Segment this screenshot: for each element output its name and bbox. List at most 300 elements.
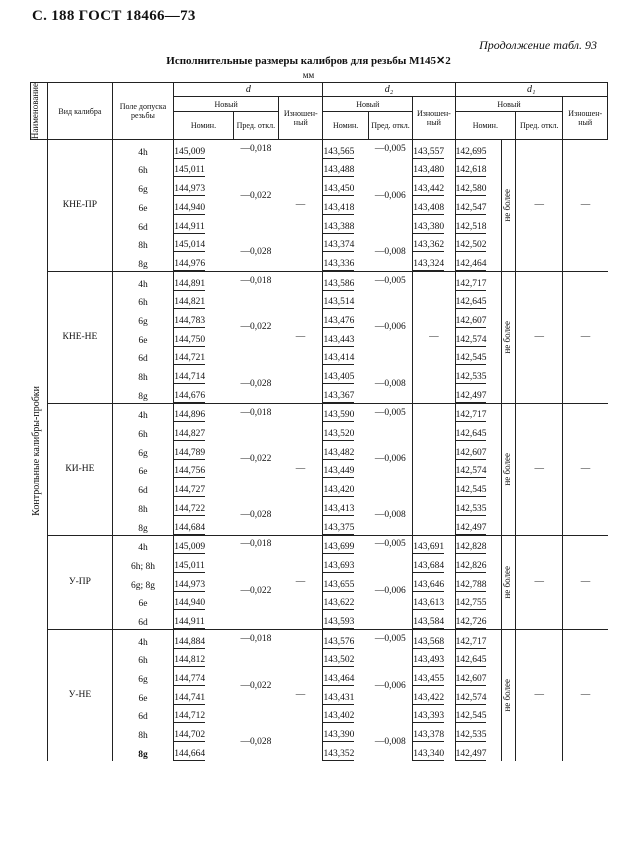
d2-nominal [323, 610, 368, 629]
tolerance-field: 6g [112, 667, 174, 686]
d1-nominal [455, 196, 501, 215]
d1-nominal [455, 705, 501, 724]
d2-worn [413, 723, 455, 742]
d-nominal-value: 144,884 [174, 636, 206, 647]
d-nominal [174, 140, 234, 159]
d-nominal-value: 144,714 [174, 372, 206, 383]
d2-nominal-value: 143,514 [323, 297, 355, 308]
d2-nominal [323, 554, 368, 573]
d-worn: — [279, 140, 323, 272]
d-nominal-value: 144,812 [174, 655, 206, 666]
d2-nominal [323, 234, 368, 253]
header-d1: d₁ [455, 83, 607, 97]
d-nominal [174, 742, 234, 761]
d1-nominal [455, 347, 501, 366]
d2-nominal [323, 422, 368, 441]
tolerance-field: 4h [112, 140, 174, 159]
d2-nominal-value: 143,520 [323, 429, 355, 440]
d1-nominal-value: 142,535 [455, 730, 487, 741]
d1-max-note-text: не более [501, 189, 512, 222]
table-row [31, 271, 608, 290]
d1-nominal [455, 252, 501, 271]
d-deviation: —0,018 [240, 633, 272, 644]
d-nominal-value: 144,664 [174, 748, 206, 759]
d1-nominal-value: 142,574 [455, 334, 487, 345]
d2-worn-value: 143,557 [413, 146, 445, 157]
d1-max-note [501, 271, 515, 403]
d2-nominal-value: 143,388 [323, 221, 355, 232]
d2-worn [413, 441, 455, 460]
d-nominal [174, 215, 234, 234]
d-nominal-value: 144,940 [174, 598, 206, 609]
d-nominal-value: 144,891 [174, 278, 206, 289]
d1-nominal-value: 142,826 [455, 560, 487, 571]
d2-worn [413, 554, 455, 573]
d1-max-note [501, 629, 515, 760]
d-deviation: —0,022 [240, 586, 272, 597]
d-nominal-value: 144,896 [174, 410, 206, 421]
page-header-left: С. 188 ГОСТ 18466—73 [32, 8, 196, 24]
d-nominal [174, 252, 234, 271]
d2-nominal-value: 143,464 [323, 674, 355, 685]
d2-worn-value: 143,422 [413, 692, 445, 703]
header-d-nom: Номин. [174, 112, 234, 140]
d1-nominal [455, 460, 501, 479]
d-deviation: —0,022 [240, 454, 272, 465]
d2-nominal [323, 497, 368, 516]
d2-nominal-value: 143,367 [323, 390, 355, 401]
d2-deviation: —0,006 [374, 680, 406, 691]
d1-nominal [455, 234, 501, 253]
d2-nominal-value: 143,413 [323, 503, 355, 514]
d1-nominal [455, 573, 501, 592]
tolerance-field: 4h [112, 271, 174, 290]
d2-worn-value: 143,584 [413, 616, 445, 627]
d1-nominal-value: 142,645 [455, 655, 487, 666]
d2-nominal [323, 309, 368, 328]
d1-nominal [455, 441, 501, 460]
d2-nominal-value: 143,336 [323, 258, 355, 269]
d-nominal-value: 144,756 [174, 466, 206, 477]
d2-nominal [323, 196, 368, 215]
gauge-dimensions-table [30, 82, 608, 761]
d1-nominal [455, 478, 501, 497]
d-nominal [174, 159, 234, 178]
tolerance-field: 6d [112, 610, 174, 629]
d2-deviation: —0,005 [374, 143, 406, 154]
d-nominal [174, 592, 234, 611]
d-nominal-value: 144,789 [174, 447, 206, 458]
d-deviation: —0,028 [240, 378, 272, 389]
d1-nominal-value: 142,607 [455, 447, 487, 458]
tolerance-field: 8g [112, 516, 174, 535]
d-nominal [174, 723, 234, 742]
d2-worn [413, 422, 455, 441]
d2-worn [413, 234, 455, 253]
d-nominal [174, 422, 234, 441]
d2-worn [413, 215, 455, 234]
d1-nominal-value: 142,545 [455, 353, 487, 364]
d2-deviation: —0,006 [374, 190, 406, 201]
d1-deviation: — [516, 403, 563, 535]
d1-nominal [455, 723, 501, 742]
d-nominal [174, 177, 234, 196]
d2-worn [413, 629, 455, 648]
d2-deviation: —0,008 [374, 378, 406, 389]
d2-nominal-value: 143,699 [323, 542, 355, 553]
d2-worn-value: 143,480 [413, 165, 445, 176]
d-nominal-value: 144,827 [174, 429, 206, 440]
d-deviation: —0,018 [240, 275, 272, 286]
d2-worn-value: 143,378 [413, 730, 445, 741]
d2-nominal [323, 384, 368, 403]
table-row [31, 403, 608, 422]
d2-worn-value: 143,646 [413, 579, 445, 590]
d1-nominal-value: 142,545 [455, 485, 487, 496]
d2-worn-value: 143,684 [413, 560, 445, 571]
d2-nominal [323, 742, 368, 761]
d1-nominal-value: 142,518 [455, 221, 487, 232]
d2-nominal-value: 143,375 [323, 522, 355, 533]
d2-nominal [323, 291, 368, 310]
table-row [31, 629, 608, 648]
table-units: мм [302, 70, 315, 80]
header-type: Вид калибра [48, 83, 113, 140]
d-nominal-value: 144,911 [174, 221, 205, 232]
d1-nominal [455, 365, 501, 384]
d2-worn [413, 535, 455, 554]
d-nominal-value: 144,727 [174, 485, 206, 496]
d-nominal-value: 144,702 [174, 730, 206, 741]
d1-deviation: — [516, 629, 563, 760]
d2-deviation: —0,006 [374, 454, 406, 465]
d1-nominal [455, 159, 501, 178]
d-nominal [174, 497, 234, 516]
d-nominal [174, 649, 234, 668]
header-d2-new: Новый [323, 97, 413, 112]
d-nominal-value: 145,011 [174, 560, 205, 571]
d2-nominal-value: 143,593 [323, 616, 355, 627]
gauge-type: КНЕ-ПР [48, 140, 113, 272]
d-nominal [174, 384, 234, 403]
d2-deviation: —0,005 [374, 633, 406, 644]
d-worn: — [279, 535, 323, 629]
d-nominal-value: 145,014 [174, 240, 206, 251]
header-d2: d₂ [323, 83, 455, 97]
d2-nominal-value: 143,352 [323, 748, 355, 759]
d2-worn [413, 140, 455, 159]
d1-nominal [455, 535, 501, 554]
d2-nominal-value: 143,590 [323, 410, 355, 421]
gauge-type: У-ПР [48, 535, 113, 629]
d2-nominal [323, 686, 368, 705]
d2-deviation: —0,008 [374, 246, 406, 257]
d-worn: — [279, 271, 323, 403]
header-d-worn: Изношен-ный [279, 97, 323, 140]
d1-nominal-value: 142,717 [455, 636, 487, 647]
d-nominal-value: 144,712 [174, 711, 206, 722]
d-nominal [174, 328, 234, 347]
d2-nominal-value: 143,622 [323, 598, 355, 609]
d1-max-note-text: не более [501, 452, 512, 486]
group-label-text: Контрольные калибры-пробки [30, 385, 42, 516]
d2-nominal [323, 573, 368, 592]
d2-worn-value: 143,442 [413, 184, 445, 195]
d2-worn: — [413, 271, 455, 403]
tolerance-field: 6g; 8g [112, 573, 174, 592]
d2-worn [413, 403, 455, 422]
d2-nominal-value: 143,476 [323, 315, 355, 326]
d-nominal [174, 554, 234, 573]
d1-nominal-value: 142,717 [455, 278, 487, 289]
tolerance-field: 6g [112, 177, 174, 196]
d-nominal [174, 686, 234, 705]
d1-nominal [455, 667, 501, 686]
d2-nominal [323, 649, 368, 668]
d1-nominal-value: 142,574 [455, 692, 487, 703]
d-nominal [174, 309, 234, 328]
d-nominal-value: 144,911 [174, 616, 205, 627]
d2-deviation: —0,005 [374, 275, 406, 286]
d-deviation: —0,022 [240, 190, 272, 201]
d2-nominal-value: 143,405 [323, 372, 355, 383]
d-nominal [174, 271, 234, 290]
d-deviation: —0,022 [240, 680, 272, 691]
d2-nominal [323, 516, 368, 535]
d-nominal-value: 144,821 [174, 297, 206, 308]
d2-nominal [323, 629, 368, 648]
tolerance-field: 6h [112, 422, 174, 441]
d1-worn: — [563, 629, 608, 760]
d-worn: — [279, 403, 323, 535]
d-nominal [174, 403, 234, 422]
d2-deviation: —0,005 [374, 407, 406, 418]
d2-nominal [323, 403, 368, 422]
d-nominal-value: 144,973 [174, 579, 206, 590]
tolerance-field: 8h [112, 723, 174, 742]
d-nominal-value: 144,722 [174, 503, 206, 514]
d2-deviation: —0,008 [374, 510, 406, 521]
d2-worn [413, 592, 455, 611]
d2-nominal [323, 365, 368, 384]
d1-nominal [455, 271, 501, 290]
d2-nominal [323, 441, 368, 460]
d2-nominal [323, 328, 368, 347]
d2-deviation: —0,006 [374, 322, 406, 333]
d1-nominal-value: 142,607 [455, 315, 487, 326]
d2-nominal-value: 143,414 [323, 353, 355, 364]
table-body [31, 140, 608, 761]
tolerance-field: 6e [112, 328, 174, 347]
d2-worn-value: 143,393 [413, 711, 445, 722]
d2-deviation: —0,005 [374, 539, 406, 550]
tolerance-field: 4h [112, 535, 174, 554]
header-d1-pred: Пред. откл. [516, 112, 563, 140]
tolerance-field: 8g [112, 742, 174, 761]
d-deviation: —0,018 [240, 143, 272, 154]
d1-nominal-value: 142,755 [455, 598, 487, 609]
d2-worn-value: 143,455 [413, 674, 445, 685]
d2-nominal [323, 723, 368, 742]
d-nominal-value: 144,684 [174, 522, 206, 533]
page-header-right: Продолжение табл. 93 [479, 38, 597, 52]
d-deviation: —0,018 [240, 407, 272, 418]
tolerance-field: 8h [112, 497, 174, 516]
d-deviation: —0,018 [240, 539, 272, 550]
header-d1-nom: Номин. [455, 112, 516, 140]
d2-worn [413, 252, 455, 271]
d-nominal [174, 291, 234, 310]
header-d2-worn: Изношен-ный [413, 97, 455, 140]
d2-worn-value: 143,613 [413, 598, 445, 609]
d1-nominal [455, 686, 501, 705]
tolerance-field: 8h [112, 234, 174, 253]
d1-nominal [455, 177, 501, 196]
d1-nominal [455, 309, 501, 328]
d2-nominal [323, 271, 368, 290]
d2-nominal-value: 143,488 [323, 165, 355, 176]
d2-nominal-value: 143,450 [323, 184, 355, 195]
d1-deviation: — [516, 140, 563, 272]
d-nominal [174, 347, 234, 366]
d-nominal-value: 144,741 [174, 692, 206, 703]
d-nominal [174, 196, 234, 215]
d2-worn [413, 705, 455, 724]
d2-deviation: —0,008 [374, 736, 406, 747]
d1-worn: — [563, 140, 608, 272]
header-tolerance: Поле допуска резьбы [112, 83, 174, 140]
d1-nominal-value: 142,497 [455, 748, 487, 759]
d-worn: — [279, 629, 323, 760]
d1-nominal [455, 610, 501, 629]
d1-nominal [455, 554, 501, 573]
d1-nominal-value: 142,645 [455, 429, 487, 440]
d-nominal [174, 573, 234, 592]
d-nominal-value: 145,009 [174, 542, 206, 553]
d1-nominal [455, 140, 501, 159]
d2-worn-value: 143,408 [413, 202, 445, 213]
d2-worn [413, 478, 455, 497]
d-nominal-value: 144,940 [174, 202, 206, 213]
d-deviation: —0,022 [240, 322, 272, 333]
d-deviation: —0,028 [240, 510, 272, 521]
d2-nominal-value: 143,374 [323, 240, 355, 251]
d2-worn [413, 196, 455, 215]
d2-worn [413, 177, 455, 196]
d1-nominal [455, 291, 501, 310]
tolerance-field: 6h [112, 159, 174, 178]
tolerance-field: 6d [112, 347, 174, 366]
d1-nominal-value: 142,618 [455, 165, 487, 176]
gauge-type: КИ-НЕ [48, 403, 113, 535]
tolerance-field: 6h [112, 649, 174, 668]
d2-nominal-value: 143,482 [323, 447, 355, 458]
d1-nominal-value: 142,497 [455, 522, 487, 533]
d2-nominal-value: 143,586 [323, 278, 355, 289]
d2-deviation: —0,006 [374, 586, 406, 597]
d2-nominal [323, 460, 368, 479]
d-nominal-value: 145,011 [174, 165, 205, 176]
d1-nominal [455, 742, 501, 761]
d2-worn [413, 686, 455, 705]
d2-worn-value: 143,493 [413, 655, 445, 666]
header-d2-nom: Номин. [323, 112, 368, 140]
d1-worn: — [563, 535, 608, 629]
d1-nominal [455, 516, 501, 535]
d-nominal-value: 145,009 [174, 146, 206, 157]
header-d1-new: Новый [455, 97, 563, 112]
d2-nominal [323, 140, 368, 159]
d2-nominal-value: 143,418 [323, 202, 355, 213]
d1-nominal-value: 142,788 [455, 579, 487, 590]
tolerance-field: 4h [112, 403, 174, 422]
d-nominal [174, 610, 234, 629]
d2-worn-value: 143,568 [413, 636, 445, 647]
d-nominal [174, 705, 234, 724]
d2-worn-value: 143,691 [413, 542, 445, 553]
d1-max-note-text: не более [501, 679, 512, 712]
d2-nominal [323, 215, 368, 234]
d2-nominal-value: 143,449 [323, 466, 355, 477]
header-name: Наименование [31, 83, 48, 140]
d1-nominal-value: 142,464 [455, 258, 487, 269]
d2-worn [413, 159, 455, 178]
d1-nominal-value: 142,574 [455, 466, 487, 477]
d2-nominal-value: 143,576 [323, 636, 355, 647]
d-nominal [174, 667, 234, 686]
d2-worn [413, 649, 455, 668]
d2-worn [413, 610, 455, 629]
d1-nominal-value: 142,717 [455, 410, 487, 421]
d1-nominal-value: 142,607 [455, 674, 487, 685]
d-nominal [174, 478, 234, 497]
d1-nominal [455, 592, 501, 611]
d-nominal [174, 460, 234, 479]
tolerance-field: 8g [112, 252, 174, 271]
d1-nominal-value: 142,545 [455, 711, 487, 722]
d2-nominal [323, 478, 368, 497]
tolerance-field: 6e [112, 460, 174, 479]
tolerance-field: 6d [112, 478, 174, 497]
d1-nominal [455, 629, 501, 648]
d-deviation: —0,028 [240, 246, 272, 257]
d1-nominal-value: 142,580 [455, 184, 487, 195]
tolerance-field: 6e [112, 686, 174, 705]
header-d1-worn: Изношен-ный [563, 97, 608, 140]
d1-nominal [455, 215, 501, 234]
tolerance-field: 6d [112, 215, 174, 234]
d2-worn [413, 497, 455, 516]
d2-worn [413, 742, 455, 761]
d2-nominal-value: 143,402 [323, 711, 355, 722]
d-nominal [174, 535, 234, 554]
d-nominal-value: 144,783 [174, 315, 206, 326]
d2-worn [413, 516, 455, 535]
d1-max-note [501, 403, 515, 535]
d-nominal-value: 144,676 [174, 390, 206, 401]
d1-nominal-value: 142,535 [455, 503, 487, 514]
d2-worn-value: 143,340 [413, 748, 445, 759]
d-nominal-value: 144,973 [174, 184, 206, 195]
d1-max-note-text: не более [501, 321, 512, 354]
d2-nominal [323, 159, 368, 178]
tolerance-field: 4h [112, 629, 174, 648]
d2-nominal [323, 705, 368, 724]
d1-deviation: — [516, 535, 563, 629]
tolerance-field: 8h [112, 365, 174, 384]
d2-nominal-value: 143,693 [323, 560, 355, 571]
header-d2-pred: Пред. откл. [368, 112, 412, 140]
